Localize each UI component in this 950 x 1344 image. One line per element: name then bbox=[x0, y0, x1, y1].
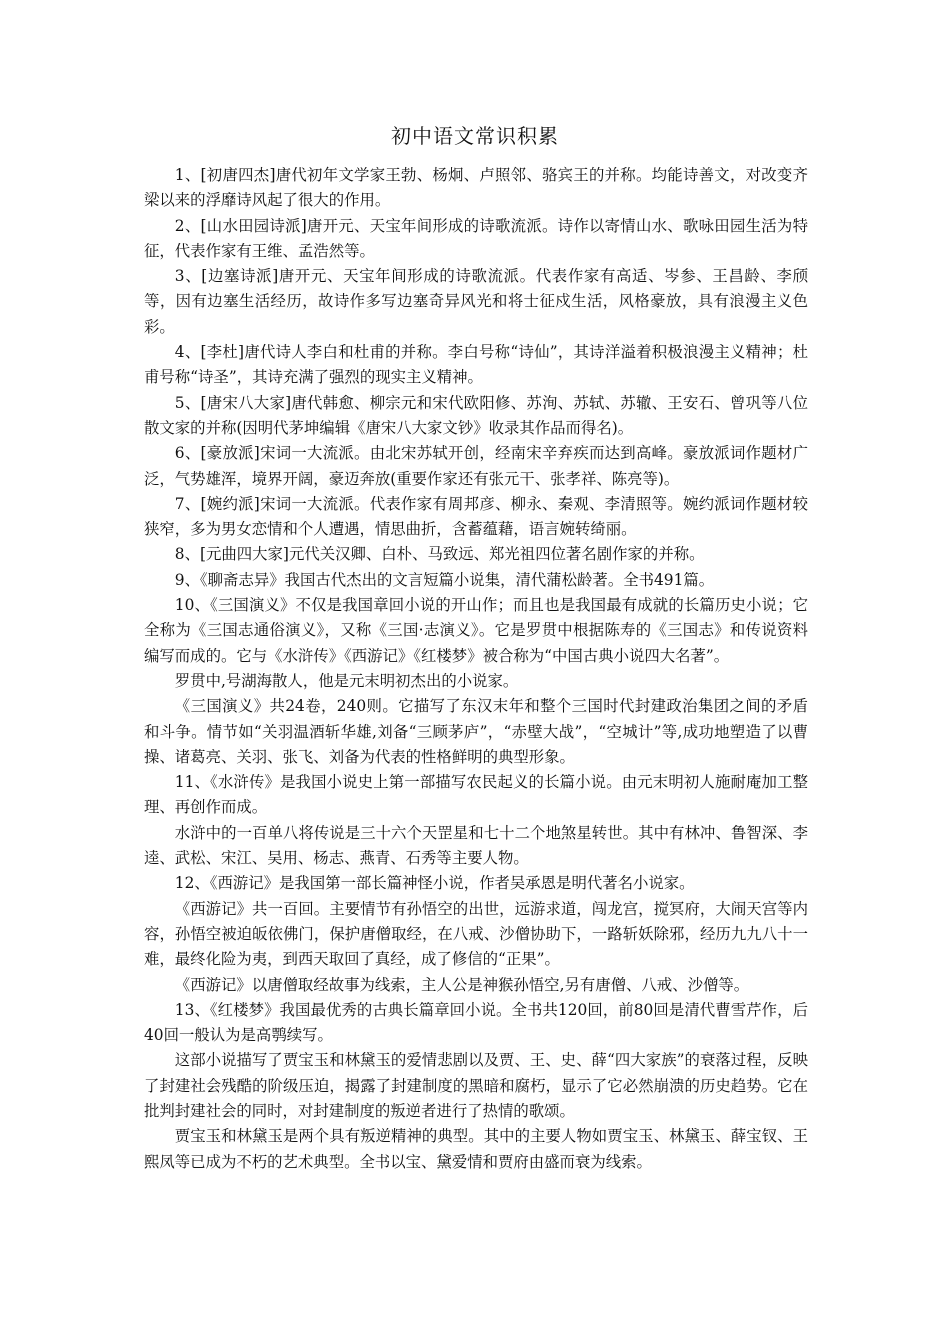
paragraph-2: 2、[山水田园诗派]唐开元、天宝年间形成的诗歌流派。诗作以寄情山水、歌咏田园生活为特征，代表作家有王维、孟浩然等。 bbox=[144, 216, 808, 260]
paragraph-8: 8、[元曲四大家]元代关汉卿、白朴、马致远、郑光祖四位著名剧作家的并称。 bbox=[174, 545, 705, 564]
paragraph-3: 3、[边塞诗派]唐开元、天宝年间形成的诗歌流派。代表作家有高适、岑参、王昌龄、李颀等，因有边塞生活经历，故诗作多写边塞奇异风光和将士征戍生活，风格豪放，具有浪漫主义色彩。 bbox=[144, 267, 808, 336]
paragraph-9: 9、《聊斋志异》我国古代杰出的文言短篇小说集，清代蒲松龄著。全书491篇。 bbox=[174, 570, 715, 589]
paragraph-7: 7、[婉约派]宋词一大流派。代表作家有周邦彦、柳永、秦观、李清照等。婉约派词作题材较狭窄，多为男女恋情和个人遭遇，情思曲折，含蓄蕴藉，语言婉转绮丽。 bbox=[144, 494, 808, 539]
paragraph-19: 这部小说描写了贾宝玉和林黛玉的爱情悲剧以及贾、王、史、薛“四大家族”的衰落过程，反映了封建社会残酷的阶级压迫，揭露了封建制度的黑暗和腐朽，显示了它必然崩溃的历史趋势。它在批判封建社会的同时，对封建制度的叛逆者进行了热情的歌颂。 bbox=[144, 1051, 808, 1120]
paragraph-13: 11、《水浒传》是我国小说史上第一部描写农民起义的长篇小说。由元末明初人施耐庵加工整理、再创作而成。 bbox=[144, 773, 808, 817]
paragraph-5: 5、[唐宋八大家]唐代韩愈、柳宗元和宋代欧阳修、苏洵、苏轼、苏辙、王安石、曾巩等八位散文家的并称(因明代茅坤编辑《唐宋八大家文钞》收录其作品而得名)。 bbox=[144, 393, 808, 437]
document-body bbox=[144, 163, 808, 1175]
paragraph-14: 水浒中的一百单八将传说是三十六个天罡星和七十二个地煞星转世。其中有林冲、鲁智深、李逵、武松、宋江、吴用、杨志、燕青、石秀等主要人物。 bbox=[144, 823, 808, 868]
paragraph-20: 贾宝玉和林黛玉是两个具有叛逆精神的典型。其中的主要人物如贾宝玉、林黛玉、薛宝钗、王熙凤等已成为不朽的艺术典型。全书以宝、黛爱情和贾府由盛而衰为线索。 bbox=[144, 1127, 808, 1171]
document-title: 初中语文常识积累 bbox=[391, 124, 559, 148]
paragraph-10: 10、《三国演义》不仅是我国章回小说的开山作；而且也是我国最有成就的长篇历史小说；它全称为《三国志通俗演义》，又称《三国·志演义》。它是罗贯中根据陈寿的《三国志》和传说资料编写而成的。它与《水浒传》《西游记》《红楼梦》被合称为“中国古典小说四大名著”。 bbox=[144, 596, 808, 665]
paragraph-18: 13、《红楼梦》我国最优秀的古典长篇章回小说。全书共120回，前80回是清代曹雪芹作，后40回一般认为是高鹗续写。 bbox=[144, 1000, 808, 1045]
paragraph-16: 《西游记》共一百回。主要情节有孙悟空的出世，远游求道，闯龙宫，搅冥府，大闹天宫等内容，孙悟空被迫皈依佛门，保护唐僧取经，在八戒、沙僧协助下，一路斩妖除邪，经历九九八十一难，最终化险为夷，到西天取回了真经，成了修信的“正果”。 bbox=[144, 899, 808, 969]
paragraph-15: 12、《西游记》是我国第一部长篇神怪小说，作者吴承恩是明代著名小说家。 bbox=[174, 874, 695, 893]
paragraph-17: 《西游记》以唐僧取经故事为线索，主人公是神猴孙悟空,另有唐僧、八戒、沙僧等。 bbox=[174, 975, 750, 994]
paragraph-6: 6、[豪放派]宋词一大流派。由北宋苏轼开创，经南宋辛弃疾而达到高峰。豪放派词作题材广泛，气势雄浑，境界开阔，豪迈奔放(重要作家还有张元干、张孝祥、陈亮等)。 bbox=[144, 444, 808, 488]
paragraph-11: 罗贯中,号湖海散人，他是元末明初杰出的小说家。 bbox=[174, 671, 519, 690]
paragraph-12: 《三国演义》共24卷，240则。它描写了东汉末年和整个三国时代封建政治集团之间的矛盾和斗争。情节如“关羽温酒斩华雄,刘备“三顾茅庐”，“赤壁大战”，“空城计”等,成功地塑造了以曹操、诸葛亮、关羽、张飞、刘备为代表的性格鲜明的典型形象。 bbox=[144, 697, 808, 766]
paragraph-1: 1、[初唐四杰]唐代初年文学家王勃、杨炯、卢照邻、骆宾王的并称。均能诗善文，对改变齐梁以来的浮靡诗风起了很大的作用。 bbox=[144, 166, 808, 210]
paragraph-4: 4、[李杜]唐代诗人李白和杜甫的并称。李白号称“诗仙”，其诗洋溢着积极浪漫主义精神；杜甫号称“诗圣”，其诗充满了强烈的现实主义精神。 bbox=[144, 343, 808, 387]
